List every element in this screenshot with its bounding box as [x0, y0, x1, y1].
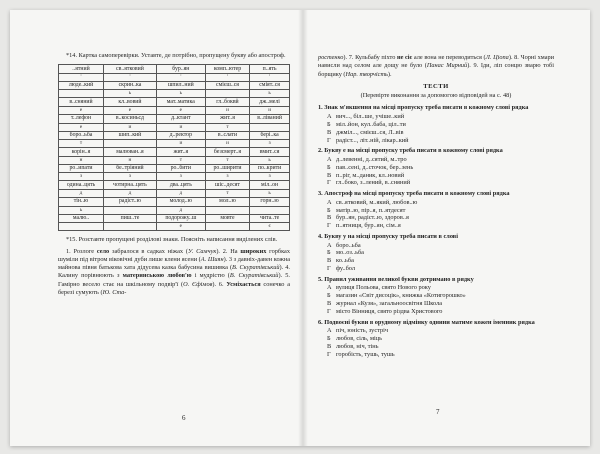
table-cell-answer: ’ — [205, 73, 249, 81]
table-cell-word: корін..я — [59, 148, 104, 157]
task-text: Розставте пропущені розділові знаки. Поясніть написання виділених слів. — [78, 236, 278, 244]
table-cell-answer: з — [104, 173, 157, 181]
table-cell-answer: д — [59, 190, 104, 198]
book-spread — [10, 10, 590, 446]
table-cell-answer: т — [156, 156, 205, 164]
test-question: 4. Букву у на місці пропуску треба писати в слові — [318, 233, 458, 241]
table-cell-word: сміят..ся — [250, 81, 290, 90]
option-text: бур..ян, радіст..ю, здоров..я — [336, 214, 409, 222]
test-question: 2. Букву е на місці пропуску треба писати в кожному слові рядка — [318, 147, 503, 155]
table-cell-answer: ь — [104, 90, 157, 98]
tests-list — [318, 104, 554, 359]
option-text: вулиця Польова, свято Нового року — [336, 284, 431, 292]
option-letter: В — [327, 343, 332, 351]
table-cell-answer: и — [250, 107, 290, 115]
table-cell-answer — [59, 223, 104, 231]
table-cell-word: п..ять — [250, 65, 290, 74]
option-text: джміл..., смієш..ся, Л..вів — [336, 128, 404, 136]
table-row — [59, 131, 290, 140]
table-cell-answer: ь — [250, 90, 290, 98]
table-row — [59, 164, 290, 173]
option-letter: В — [327, 171, 332, 179]
table-cell-word: св..ятковий — [104, 65, 157, 74]
table-cell-word: подорожу..ш — [156, 214, 205, 223]
table-row-answers — [59, 107, 290, 115]
table-cell-answer: ’ — [250, 73, 290, 81]
table-cell-word: в..косиньсд — [104, 115, 157, 124]
tests-subtitle: (Перевірте виконання за допомогою відповідей на с. 48) — [360, 92, 512, 100]
option-letter: В — [327, 214, 332, 222]
table-cell-answer — [104, 140, 157, 148]
table-cell-answer: ’ — [59, 73, 104, 81]
table-cell-answer — [250, 123, 290, 131]
table-cell-word: мовте — [205, 214, 249, 223]
table-cell-word: скрин..ка — [104, 81, 157, 90]
table-cell-word: бе..тріяний — [104, 164, 157, 173]
table-cell-answer: є — [250, 223, 290, 231]
test-option — [318, 164, 554, 172]
table-cell-answer: т — [205, 123, 249, 131]
table-cell-word: т..лефон — [59, 115, 104, 124]
option-text: любов, сіль, міць — [336, 335, 383, 343]
option-text: гл..боко, з..лений, в..сняний — [336, 179, 411, 187]
table-cell-word: бур..ян — [156, 65, 205, 74]
table-row-answers — [59, 206, 290, 214]
table-cell-answer — [205, 90, 249, 98]
table-cell-word: тін..ю — [59, 198, 104, 207]
table-cell-answer: н — [104, 156, 157, 164]
table-row-answers — [59, 140, 290, 148]
table-cell-answer: и — [104, 123, 157, 131]
test-option — [318, 327, 554, 335]
table-cell-answer: д — [104, 190, 157, 198]
left-page — [58, 52, 290, 297]
table-cell-answer: и — [156, 123, 205, 131]
test-option — [318, 113, 554, 121]
option-text: горобість, тушь, тушь — [336, 351, 395, 359]
table-cell-word: ро..ширити — [205, 164, 249, 173]
table-cell-answer: е — [156, 223, 205, 231]
table-cell-answer: т — [59, 140, 104, 148]
test-option — [318, 207, 554, 215]
test-option — [318, 222, 554, 230]
option-text: д..левенні, д..сятий, м..тро — [336, 155, 407, 163]
test-option — [318, 129, 554, 137]
table-cell-answer: е — [156, 107, 205, 115]
test-option — [318, 172, 554, 180]
table-cell-word: ..ятний — [59, 65, 104, 74]
option-text: матір..ю, пір..я, п..ятдесят — [336, 206, 406, 214]
table-cell-word: малюван..я — [104, 148, 157, 157]
test-question: 6. Подвоєні букви в орудному відмінку однини матиме кожен іменник рядка — [318, 319, 535, 327]
option-text: журнал «Кузя», загальноосвітня Школа — [336, 300, 443, 308]
table-cell-word: міл..он — [250, 181, 290, 190]
table-cell-word: ро..бити — [156, 164, 205, 173]
table-cell-word: по..крити — [250, 164, 290, 173]
table-cell-word: дж..мелі — [250, 98, 290, 107]
option-text: п..ріг, м..даник, кл..новий — [336, 171, 405, 179]
table-cell-answer: ’ — [156, 73, 205, 81]
option-letter: Г — [327, 222, 331, 230]
table-cell-word: кл..вовий — [104, 98, 157, 107]
option-letter: А — [327, 112, 332, 120]
table-row-answers — [59, 73, 290, 81]
table-cell-word: шпил..ний — [156, 81, 205, 90]
task-14 — [58, 52, 290, 60]
test-option — [318, 249, 554, 257]
table-row-answers — [59, 123, 290, 131]
test-option — [318, 156, 554, 164]
table-row — [59, 148, 290, 157]
test-question: 1. Знак м'якшення на місці пропуску треба писати в кожному слові рядка — [318, 104, 529, 112]
task-number: *14. — [66, 52, 78, 59]
test-option — [318, 137, 554, 145]
table-cell-answer: т — [205, 156, 249, 164]
option-text: любов, ніч, тінь — [336, 343, 379, 351]
option-text: місто Вінниця, свято різдва Христового — [336, 308, 443, 316]
option-letter: А — [327, 241, 332, 249]
option-text: радіст..., літ..ній, лікар..кий — [336, 136, 409, 144]
table-cell-word: жит..я — [156, 148, 205, 157]
table-cell-word: чита..те — [250, 214, 290, 223]
table-row-answers — [59, 190, 290, 198]
table-cell-word: смієш..ся — [205, 81, 249, 90]
task-15-sentences: 1. Розлоге село забралося в садках ніжах (У. Самчук). 2. На широких горбках шуміли під вітром віковічні дуби лише клени ясени (А. Шиян). 3 з давніх-давен кожна майнова півня батькова хата дідусева казка бабусина вишивка (В. Скуратівський). 4. Калину порівнюють з материнською любов'ю і мудрістю (В. Скуратівський). 5. Гамірно весело стає на шкільному подвір'ї (О. Єфімов). 6. Усміхається сонечко а березі сумують (Ю. Ста- — [58, 247, 291, 297]
table-cell-answer — [59, 90, 104, 98]
option-text: фу..бол — [336, 265, 356, 273]
table-cell-word: горн..ю — [250, 198, 290, 207]
option-text: св..ятковий, м..який, любов..ю — [336, 198, 418, 206]
table-cell-word: жит..я — [205, 115, 249, 124]
table-cell-word: чотирна..цять — [104, 181, 157, 190]
table-cell-answer: е — [59, 123, 104, 131]
table-cell-answer: з — [59, 173, 104, 181]
table-cell-word: молод..ю — [156, 198, 205, 207]
option-letter: Г — [327, 265, 331, 273]
option-text: ко..ьба — [336, 257, 354, 265]
table-row — [59, 81, 290, 90]
option-text: п..ятниця, бур..ян, сім..я — [336, 222, 401, 230]
table-cell-word: вмит..ся — [250, 148, 290, 157]
table-cell-answer: и — [205, 140, 249, 148]
test-option — [318, 121, 554, 129]
table-cell-word: радіст..ю — [104, 198, 157, 207]
test-option — [318, 179, 554, 187]
table-cell-word: пиш..те — [104, 214, 157, 223]
right-page — [318, 54, 554, 359]
test-option — [318, 351, 554, 359]
test-option — [318, 284, 554, 292]
test-option — [318, 308, 554, 316]
table-cell-answer — [104, 206, 157, 214]
table-cell-answer — [250, 206, 290, 214]
option-letter: Б — [327, 249, 331, 257]
table-cell-word: д..ктант — [156, 115, 205, 124]
table-row — [59, 115, 290, 124]
test-option — [318, 300, 554, 308]
page-number-left: 6 — [182, 414, 186, 422]
table-cell-word: мол..ю — [205, 198, 249, 207]
table-cell-answer: н — [59, 156, 104, 164]
table-row — [59, 214, 290, 223]
option-letter: Г — [327, 136, 331, 144]
option-letter: В — [327, 257, 332, 265]
table-cell-word: шип..кий — [104, 131, 157, 140]
option-text: піч, юність, зустріч — [336, 327, 389, 335]
test-option — [318, 292, 554, 300]
table-cell-answer: т — [205, 190, 249, 198]
table-cell-word: люде..кий — [59, 81, 104, 90]
table-cell-word: в..ліваний — [250, 115, 290, 124]
test-option — [318, 335, 554, 343]
test-option — [318, 257, 554, 265]
option-letter: А — [327, 155, 332, 163]
table-row — [59, 65, 290, 74]
table-cell-answer: е — [104, 107, 157, 115]
table-cell-word: гл..боквй — [205, 98, 249, 107]
option-letter: Б — [327, 292, 331, 300]
table-cell-answer: и — [205, 107, 249, 115]
tests-title: ТЕСТИ — [423, 82, 449, 90]
option-letter: Г — [327, 351, 331, 359]
table-cell-answer: д — [156, 190, 205, 198]
test-question: 5. Правил уживання великої букви дотримано в рядку — [318, 276, 474, 284]
table-cell-answer — [205, 206, 249, 214]
test-question: 3. Апостроф на місці пропуску треба писати в кожному слові рядка — [318, 190, 510, 198]
table-cell-word: боро..ьба — [59, 131, 104, 140]
table-cell-word: шіс..десят — [205, 181, 249, 190]
option-letter: Б — [327, 163, 331, 171]
option-text: магазин «Світ дисоцік», книжка «Котигорошко» — [336, 292, 466, 300]
test-option — [318, 343, 554, 351]
test-option — [318, 265, 554, 273]
test-option — [318, 214, 554, 222]
self-check-table — [58, 64, 290, 231]
table-cell-answer: ь — [250, 156, 290, 164]
table-cell-answer: ’ — [104, 73, 157, 81]
option-text: міл..йон, кул..бaба, ціл..ти — [336, 120, 406, 128]
option-letter: А — [327, 198, 332, 206]
table-cell-word: д..ректор — [156, 131, 205, 140]
table-cell-answer: ь — [59, 206, 104, 214]
table-cell-answer: д — [156, 206, 205, 214]
option-letter: Б — [327, 206, 331, 214]
table-row-answers — [59, 173, 290, 181]
table-cell-answer: ь — [156, 90, 205, 98]
option-letter: А — [327, 327, 332, 335]
table-cell-answer: з — [205, 173, 249, 181]
table-row-answers — [59, 223, 290, 231]
book-gutter — [298, 10, 308, 446]
option-text: мо..оз..ьба — [336, 249, 364, 257]
table-row — [59, 198, 290, 207]
table-cell-word: малю.. — [59, 214, 104, 223]
option-letter: А — [327, 284, 332, 292]
table-cell-word: комп..ютер — [205, 65, 249, 74]
table-cell-word: два..цять — [156, 181, 205, 190]
table-cell-answer: з — [250, 173, 290, 181]
task-15-continuation: ростенко). 7. Кульбабу піхто не сіє але вона не переводиться (Л. Ціопа). 8. Чорні хмари навиcли над селом але дощу не було (Панас Мирний). 9. Іди, ліп сонцю зварю тобі борщику (Нар. творчість). — [318, 54, 555, 78]
table-row-answers — [59, 90, 290, 98]
table-row — [59, 98, 290, 107]
option-letter: Б — [327, 120, 331, 128]
option-text: пав..сені, д..сточок, бер..зень — [336, 163, 414, 171]
table-cell-answer — [205, 223, 249, 231]
option-letter: В — [327, 128, 332, 136]
table-cell-word: одина..цять — [59, 181, 104, 190]
table-row — [59, 181, 290, 190]
table-cell-answer: з — [250, 140, 290, 148]
table-cell-answer: ь — [250, 190, 290, 198]
option-letter: Г — [327, 308, 331, 316]
table-cell-word: ро..ипати — [59, 164, 104, 173]
table-cell-word: бері..ка — [250, 131, 290, 140]
table-cell-word: безсмерт..я — [205, 148, 249, 157]
table-cell-word: в..слати — [205, 131, 249, 140]
test-option — [318, 199, 554, 207]
table-cell-word: мат..матика — [156, 98, 205, 107]
page-number-right: 7 — [436, 408, 440, 416]
task-15 — [58, 236, 290, 244]
test-option — [318, 242, 554, 250]
task-number: *15. — [66, 236, 78, 244]
option-text: вич..., біл..ше, учіше..кий — [336, 112, 405, 120]
table-cell-answer — [104, 223, 157, 231]
option-letter: В — [327, 300, 332, 308]
table-cell-answer: з — [156, 173, 205, 181]
option-letter: Б — [327, 335, 331, 343]
table-row-answers — [59, 156, 290, 164]
table-cell-answer: е — [59, 107, 104, 115]
table-cell-word: в..сняний — [59, 98, 104, 107]
option-letter: Г — [327, 179, 331, 187]
table-cell-answer: и — [156, 140, 205, 148]
option-text: боро..ьба — [336, 241, 361, 249]
task-text: Картка самоперевірки. Уставте, де потрібно, пропущену букву або апостроф. — [78, 52, 286, 59]
